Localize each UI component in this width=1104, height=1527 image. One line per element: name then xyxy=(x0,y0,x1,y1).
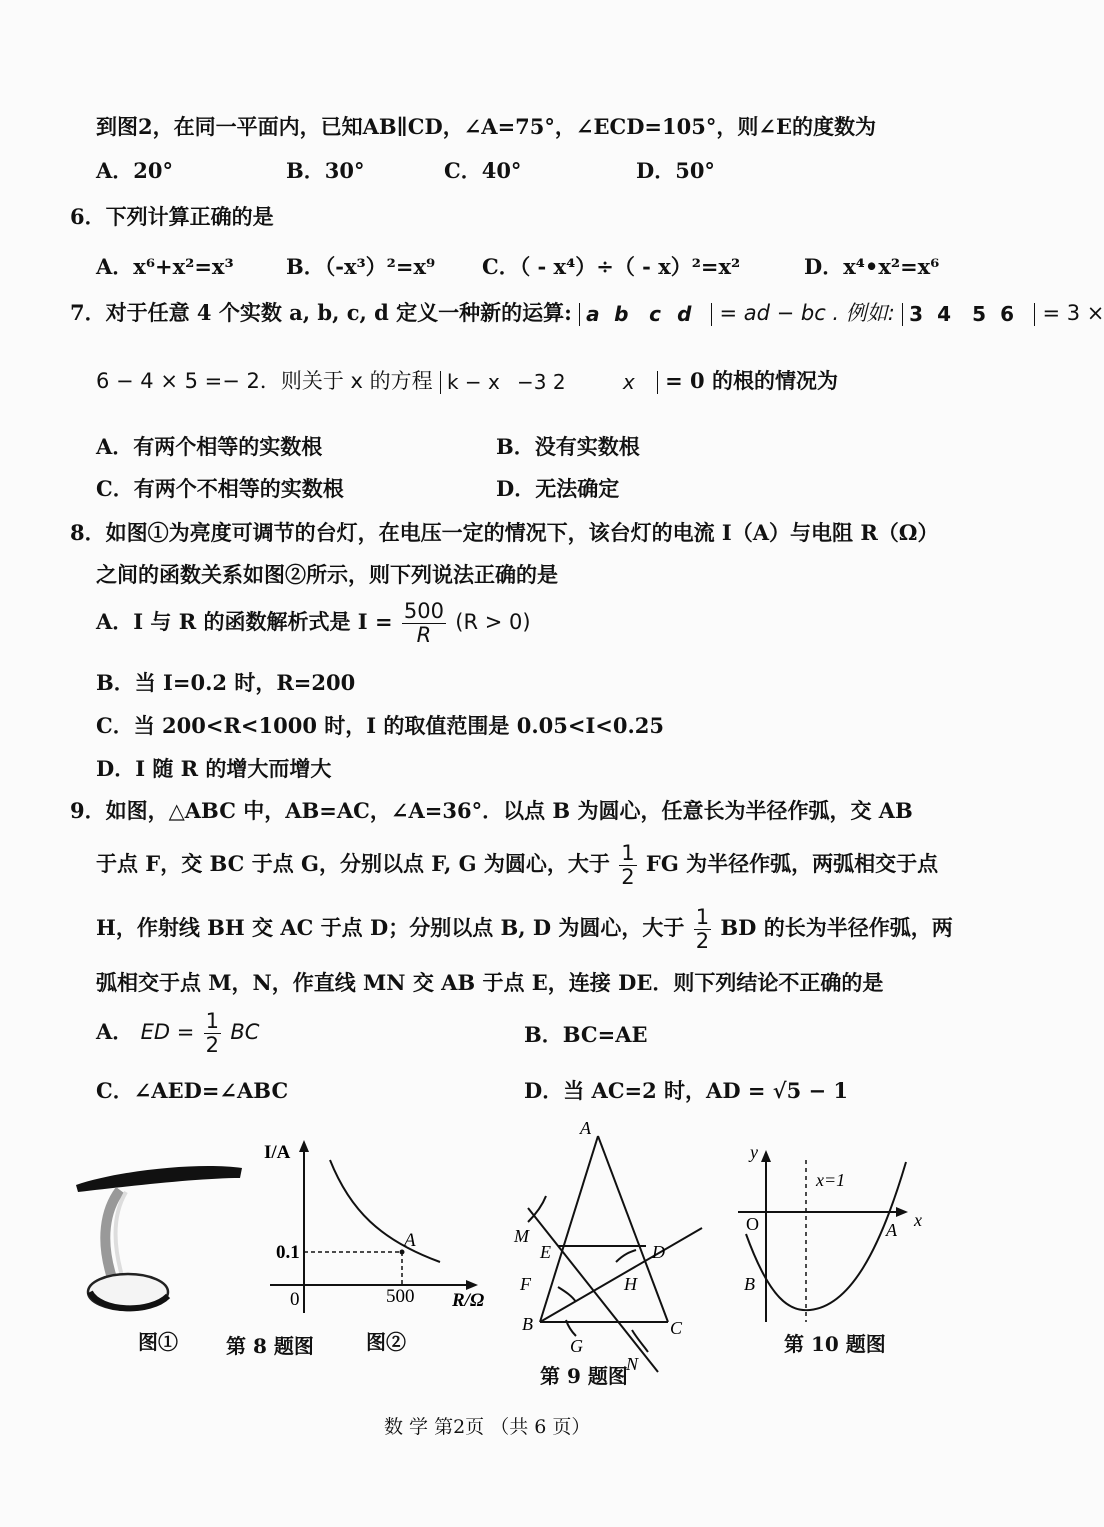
fig10-point-a: A xyxy=(886,1220,897,1240)
fig9-label-c: C xyxy=(670,1318,683,1338)
q5-option-a: A．20° xyxy=(96,158,174,183)
fig10-y-label: y xyxy=(750,1142,758,1162)
fraction-half xyxy=(619,842,636,889)
q9-option-b: B．BC=AE xyxy=(524,1022,648,1047)
det-cell: x xyxy=(622,370,635,394)
q9-option-a-ed: ED = xyxy=(140,1020,195,1045)
fig8-caption-1: 图① xyxy=(138,1330,178,1354)
q8-option-a-post: (R > 0) xyxy=(455,610,531,635)
fraction-half xyxy=(694,906,711,953)
q9-option-a xyxy=(96,1010,259,1057)
q8-option-c: C．当 200<R<1000 时，I 的取值范围是 0.05<I<0.25 xyxy=(96,713,665,738)
det-cell: 5 xyxy=(972,302,987,326)
fraction-numerator: 1 xyxy=(205,1009,220,1033)
fig10-x-label: x xyxy=(914,1210,922,1230)
fraction-denominator: 2 xyxy=(695,929,710,954)
q9-line3-post: BD 的长为半径作弧，两 xyxy=(720,915,953,941)
q7-line2 xyxy=(96,368,838,394)
q7-option-b: B．没有实数根 xyxy=(496,434,640,459)
q9-option-c: C．∠AED=∠ABC xyxy=(96,1078,289,1103)
q7-line1 xyxy=(70,300,1104,326)
q8-option-a-pre: A．I 与 R 的函数解析式是 I = xyxy=(96,609,393,635)
q9-line3 xyxy=(96,906,953,953)
q7-det-example xyxy=(902,303,1035,326)
fig8-y-tick: 0.1 xyxy=(276,1242,300,1263)
fig9-label-e: E xyxy=(540,1242,551,1262)
q7-option-c: C．有两个不相等的实数根 xyxy=(96,476,344,501)
det-cell: 4 xyxy=(937,302,952,326)
fig9-label-h: H xyxy=(624,1274,637,1294)
fig10-axis-label: x=1 xyxy=(816,1170,846,1190)
det-cell: k − x xyxy=(446,370,500,394)
fig8-caption-main: 第 8 题图 xyxy=(226,1334,314,1358)
det-cell: 2 xyxy=(552,370,566,394)
fraction-half xyxy=(204,1010,221,1057)
fig8-x-tick: 500 xyxy=(386,1286,415,1307)
q7-line1-pre: 7．对于任意 4 个实数 a, b, c, d 定义一种新的运算: xyxy=(70,300,572,325)
fig9-label-f: F xyxy=(520,1274,531,1294)
fig9-label-d: D xyxy=(652,1242,665,1262)
q5-option-d: D．50° xyxy=(636,158,715,183)
q7-line2-pre: 6 − 4 × 5 =− 2．则关于 x 的方程 xyxy=(96,369,433,393)
fig8-xlabel: R/Ω xyxy=(452,1290,485,1311)
q7-det-equation xyxy=(440,371,658,394)
q6-option-d: D．x⁴•x²=x⁶ xyxy=(804,254,940,279)
fig9-label-n: N xyxy=(626,1354,639,1374)
q7-option-d: D．无法确定 xyxy=(496,476,620,501)
fig8-point-a: A xyxy=(404,1230,416,1251)
fraction-denominator: 2 xyxy=(621,865,635,890)
q5-option-c: C．40° xyxy=(444,158,522,183)
q9-line4: 弧相交于点 M，N，作直线 MN 交 AB 于点 E，连接 DE．则下列结论不正确的是 xyxy=(96,970,884,995)
fig9-label-b: B xyxy=(522,1314,533,1334)
fraction-numerator: 1 xyxy=(695,905,710,929)
q9-option-a-pre: A． xyxy=(96,1019,134,1045)
page-footer: 数 学 第2页 （共 6 页） xyxy=(384,1416,591,1438)
q9-option-a-bc: BC xyxy=(230,1020,260,1045)
fraction-500-over-r xyxy=(402,600,446,647)
q8-option-d: D．I 随 R 的增大而增大 xyxy=(96,756,332,781)
det-cell: 6 xyxy=(1000,302,1015,326)
fraction-denominator: R xyxy=(416,623,432,648)
q7-line2-end: = 0 的根的情况为 xyxy=(665,368,838,393)
q9-option-d: D．当 AC=2 时，AD = √5 − 1 xyxy=(524,1078,849,1103)
q9-line2-pre: 于点 F，交 BC 于点 G，分别以点 F, G 为圆心，大于 xyxy=(96,851,610,877)
q6-option-c: C．（ - x⁴）÷（ - x）²=x² xyxy=(482,254,741,279)
fig9-label-m: M xyxy=(514,1226,529,1246)
fig8-caption-2: 图② xyxy=(366,1330,406,1354)
q8-line2: 之间的函数关系如图②所示，则下列说法正确的是 xyxy=(96,562,558,587)
q8-line1: 8．如图①为亮度可调节的台灯，在电压一定的情况下，该台灯的电流 I（A）与电阻 R（Ω） xyxy=(70,520,939,545)
fig9-label-a: A xyxy=(580,1118,591,1138)
det-cell: a xyxy=(586,302,600,326)
det-cell: 3 xyxy=(909,302,924,326)
q9-line1: 9．如图，△ABC 中，AB=AC，∠A=36°．以点 B 为圆心，任意长为半径作弧，交 AB xyxy=(70,798,913,823)
q8-option-a xyxy=(96,600,531,647)
fraction-numerator: 500 xyxy=(403,599,444,623)
fraction-denominator: 2 xyxy=(205,1033,220,1058)
current-resistance-graph xyxy=(270,1140,478,1313)
q9-line3-pre: H，作射线 BH 交 AC 于点 D；分别以点 B, D 为圆心，大于 xyxy=(96,915,685,941)
det-cell: b xyxy=(614,302,629,326)
det-cell: c xyxy=(649,302,661,326)
q7-option-a: A．有两个相等的实数根 xyxy=(96,434,323,459)
q6-option-b: B．（-x³）²=x⁹ xyxy=(286,254,436,279)
q8-option-b: B．当 I=0.2 时，R=200 xyxy=(96,670,356,695)
q7-det-abcd xyxy=(579,303,712,326)
q5-stem: 到图2，在同一平面内，已知AB∥CD，∠A=75°，∠ECD=105°，则∠E的度数为 xyxy=(96,114,876,139)
q7-line1-end: = 3 × xyxy=(1042,301,1104,325)
fig10-point-b: B xyxy=(744,1274,755,1294)
fig9-caption: 第 9 题图 xyxy=(540,1364,628,1388)
q7-line1-mid: = ad − bc . 例如: xyxy=(719,301,895,325)
fraction-numerator: 1 xyxy=(621,841,635,865)
q5-option-b: B．30° xyxy=(286,158,365,183)
lamp-figure xyxy=(76,1166,242,1310)
q9-line2-post: FG 为半径作弧，两弧相交于点 xyxy=(645,851,939,877)
q6-option-a: A．x⁶+x²=x³ xyxy=(96,254,234,279)
det-cell: −3 xyxy=(516,370,547,394)
fig10-origin: O xyxy=(746,1214,759,1234)
fig8-origin: 0 xyxy=(290,1289,300,1310)
fig10-caption: 第 10 题图 xyxy=(784,1332,886,1356)
det-cell: d xyxy=(677,302,692,326)
figures-area xyxy=(0,1110,1080,1440)
fig8-ylabel: I/A xyxy=(264,1142,291,1163)
q6-stem: 6．下列计算正确的是 xyxy=(70,204,274,229)
fig9-label-g: G xyxy=(570,1336,583,1356)
q9-line2 xyxy=(96,842,938,889)
